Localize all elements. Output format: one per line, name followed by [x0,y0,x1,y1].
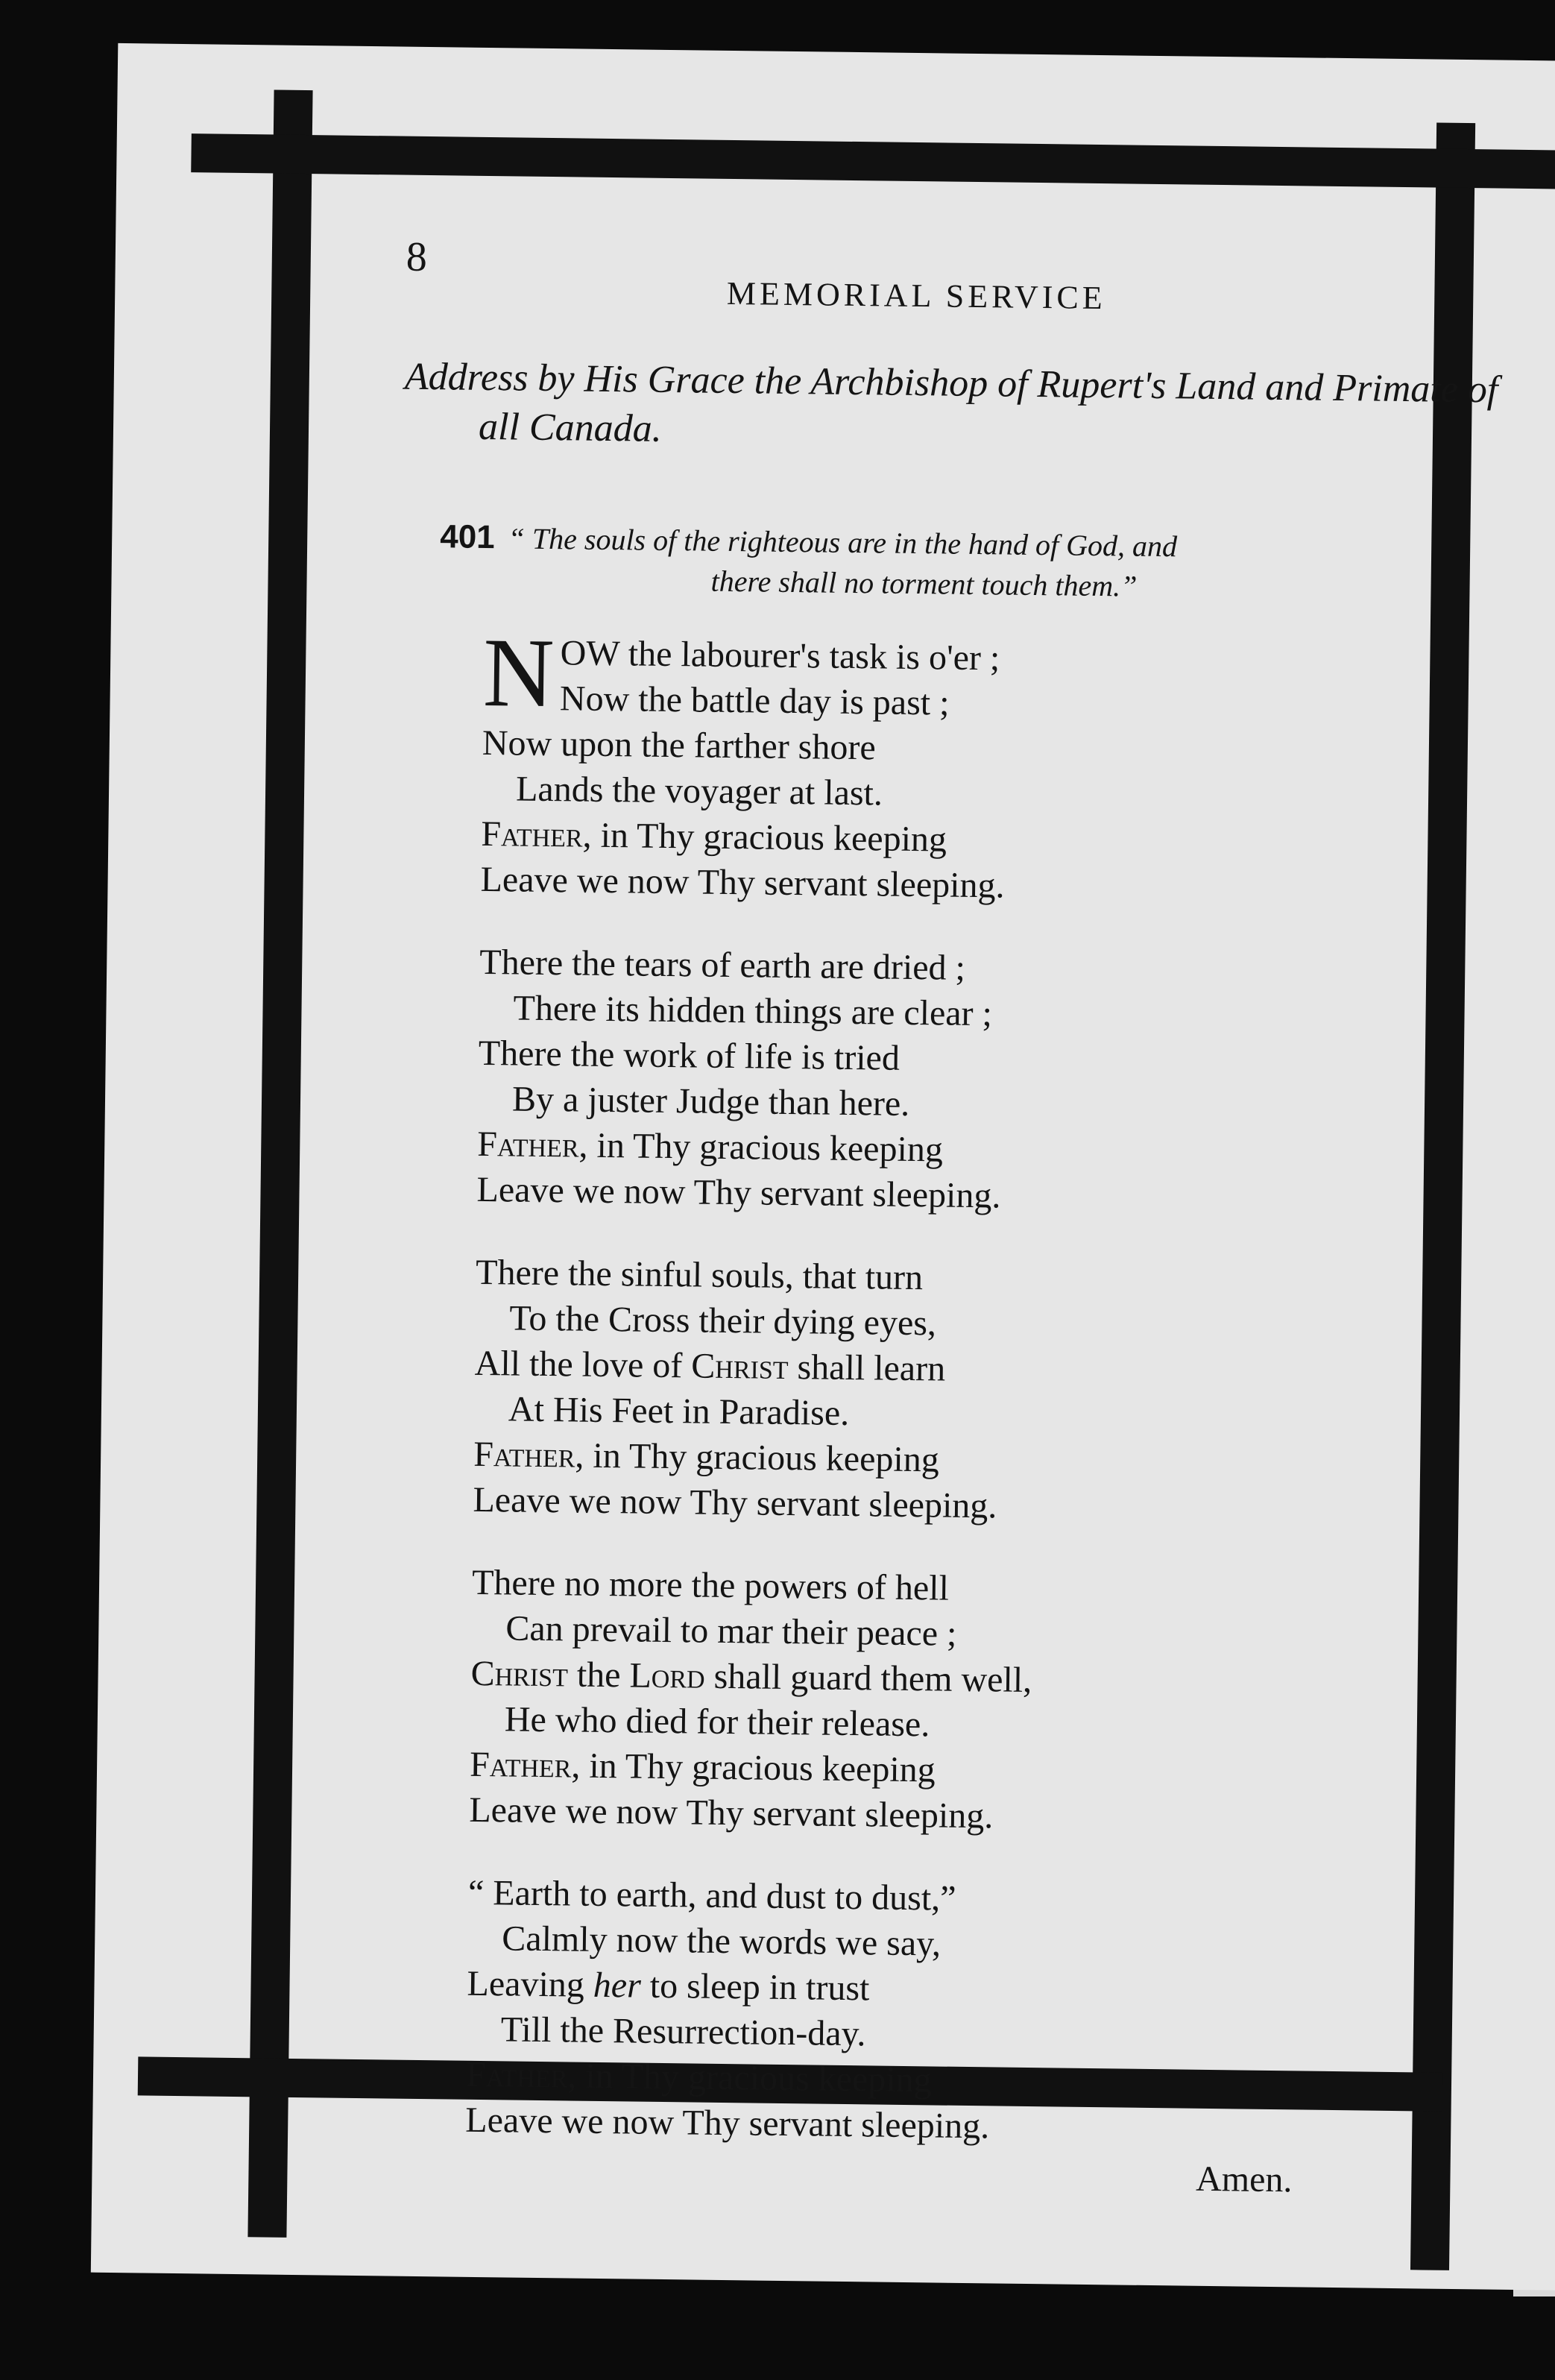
hymn-epigraph-line-2: there shall no torment touch them.” [710,564,1138,603]
hymn-header [439,517,1409,610]
memorial-card-page [91,43,1555,2291]
refrain-line: Leave we now Thy servant sleeping. [480,859,1005,906]
drop-cap: N [482,617,555,728]
refrain-line: Father, in Thy gracious keeping [469,1744,936,1790]
refrain-line: Leave we now Thy servant sleeping. [473,1479,997,1526]
verse-line: There the work of life is tried [478,1033,900,1078]
refrain-line: Father, in Thy gracious keeping [481,813,947,860]
verse-line: Now upon the farther shore [482,722,877,768]
refrain-line: Leave we now Thy servant sleeping. [476,1169,1001,1216]
page-number: 8 [406,233,428,280]
stanza-1 [480,617,1303,912]
hymn-verses [464,617,1304,2203]
hymn-epigraph-line-1: “ The souls of the righteous are in the hand of God, and [508,521,1178,564]
verse-line: Christ the Lord shall guard them well, [470,1653,1032,1701]
address-heading: Address by His Grace the Archbishop of Rupert's Land and Primate of all Canada. [404,355,1498,450]
verse-line: Till the Resurrection-day. [500,2009,866,2054]
verse-line: Lands the voyager at last. [515,769,883,813]
verse-line: Leaving her to sleep in trust [467,1963,870,2009]
mourning-border-left [247,89,312,2237]
stanza-3 [473,1250,1296,1532]
verse-line: NOW the labourer's task is o'er ; [482,617,1000,728]
amen: Amen. [1195,2159,1293,2200]
refrain-line: Leave we now Thy servant sleeping. [469,1789,994,1836]
refrain-line: Father, in Thy gracious keeping [477,1124,944,1170]
verse-line: There the tears of earth are dried ; [479,942,966,988]
refrain-line: Leave we now Thy servant sleeping. [465,2100,990,2147]
verse-line: At His Feet in Paradise. [508,1389,850,1434]
mourning-border-top [191,133,1555,189]
refrain-line: Father, in Thy gracious keeping [465,2054,932,2100]
verse-line: Now the battle day is past ; [559,679,950,723]
verse-line: There the sinful souls, that turn [475,1252,924,1298]
verse-line: To the Cross their dying eyes, [509,1298,937,1344]
verse-line: There its hidden things are clear ; [513,988,993,1034]
running-head: MEMORIAL SERVICE [726,274,1106,317]
page-content [404,233,1498,2200]
stanza-5 [464,1870,1293,2203]
verse-line: All the love of Christ shall learn [474,1343,946,1389]
stanza-2 [476,939,1299,1222]
verse-line: He who died for their release. [504,1699,930,1745]
refrain-line: Father, in Thy gracious keeping [473,1434,940,1480]
verse-line: Can prevail to mar their peace ; [505,1608,957,1654]
verse-line: Calmly now the words we say, [501,1918,941,1964]
stanza-4 [469,1560,1292,1842]
verse-line: By a juster Judge than here. [511,1079,910,1124]
hymn-number: 401 [439,518,496,556]
verse-line: “ Earth to earth, and dust to dust,” [467,1872,956,1918]
verse-line: There no more the powers of hell [471,1562,950,1608]
